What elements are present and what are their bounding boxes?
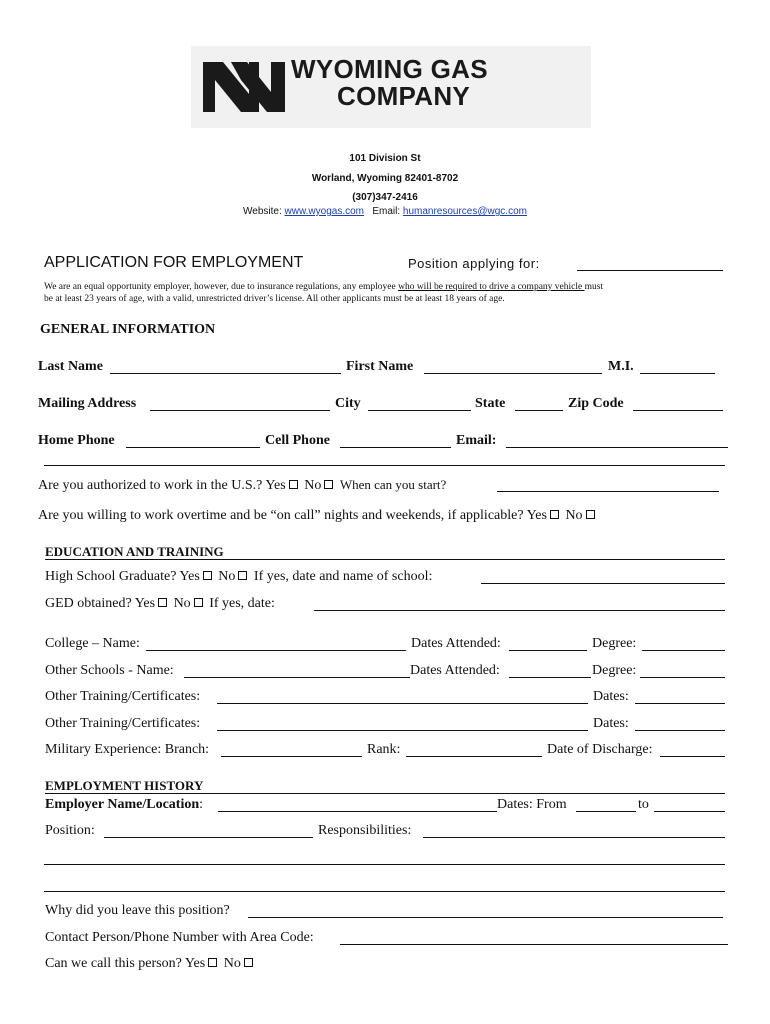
form-title: APPLICATION FOR EMPLOYMENT (44, 254, 304, 271)
email-link[interactable]: humanresources@wgc.com (402, 206, 527, 217)
email-field[interactable] (506, 447, 728, 448)
logo-wordmark (291, 56, 488, 110)
other-training-dates-field-1[interactable] (635, 703, 725, 704)
last-name-field[interactable] (110, 373, 341, 374)
cell-phone-label: Cell Phone (265, 433, 330, 448)
other-training-field-2[interactable] (217, 730, 588, 731)
website-label: Website: (243, 206, 285, 217)
home-phone-field[interactable] (126, 447, 260, 448)
authorized-question: Are you authorized to work in the U.S.? (38, 478, 263, 493)
other-training-dates-field-2[interactable] (635, 730, 725, 731)
call-yes-label: Yes (184, 956, 206, 971)
cell-phone-field[interactable] (340, 447, 451, 448)
military-branch-field[interactable] (221, 756, 362, 757)
authorized-yes-label: Yes (265, 478, 286, 493)
hs-yes-label: Yes (179, 569, 200, 584)
website-link[interactable]: www.wyogas.com (284, 206, 364, 217)
address-city: Worland, Wyoming 82401-8702 (311, 173, 459, 184)
position-history-label: Position: (45, 823, 95, 838)
other-training-dates-label-2: Dates: (593, 716, 629, 731)
mailing-address-field[interactable] (150, 410, 330, 411)
responsibilities-line-2[interactable] (44, 864, 725, 865)
mi-field[interactable] (640, 373, 715, 374)
hs-row (45, 569, 432, 585)
ged-row (45, 596, 275, 612)
dates-to-field[interactable] (654, 811, 725, 812)
call-row (45, 956, 256, 972)
city-label: City (335, 396, 361, 411)
education-heading-rule (45, 559, 725, 560)
note-part-2: must (584, 282, 604, 292)
first-name-field[interactable] (424, 373, 602, 374)
discharge-label: Date of Discharge: (547, 742, 653, 757)
authorized-yes-checkbox[interactable] (289, 480, 298, 489)
hs-followup: If yes, date and name of school: (253, 569, 433, 584)
last-name-label: Last Name (38, 359, 103, 374)
education-heading: EDUCATION AND TRAINING (45, 544, 224, 559)
ged-date-field[interactable] (314, 610, 725, 611)
responsibilities-field[interactable] (423, 837, 725, 838)
ged-no-label: No (173, 596, 191, 611)
college-degree-label: Degree: (592, 636, 637, 651)
first-name-label: First Name (346, 359, 414, 374)
employment-heading-rule (45, 793, 725, 794)
state-field[interactable] (515, 410, 563, 411)
email-continuation-line[interactable] (44, 465, 725, 466)
dates-from-field[interactable] (576, 811, 636, 812)
rank-field[interactable] (406, 756, 542, 757)
college-dates-label: Dates Attended: (411, 636, 501, 651)
mailing-address-label: Mailing Address (38, 396, 137, 411)
overtime-question: Are you willing to work overtime and be “on call” nights and weekends, if applicable? (38, 508, 524, 523)
hs-school-field[interactable] (481, 583, 725, 584)
authorized-row (38, 477, 446, 494)
call-yes-checkbox[interactable] (208, 958, 217, 967)
discharge-field[interactable] (660, 756, 725, 757)
employer-field[interactable] (218, 811, 497, 812)
authorized-no-label: No (304, 478, 322, 493)
rank-label: Rank: (367, 742, 401, 757)
employer-label: Employer Name/Location (45, 797, 200, 812)
hs-no-label: No (218, 569, 236, 584)
call-no-checkbox[interactable] (244, 958, 253, 967)
contact-line (0, 206, 770, 217)
other-schools-dates-label: Dates Attended: (410, 663, 500, 678)
hs-yes-checkbox[interactable] (203, 571, 212, 580)
state-label: State (475, 396, 506, 411)
logo-line-2: COMPANY (337, 81, 471, 111)
other-schools-degree-field[interactable] (640, 677, 725, 678)
overtime-no-label: No (565, 508, 583, 523)
ged-question: GED obtained? (45, 596, 132, 611)
overtime-yes-checkbox[interactable] (550, 510, 559, 519)
zip-field[interactable] (633, 410, 723, 411)
employment-heading: EMPLOYMENT HISTORY (45, 778, 204, 793)
wgc-logo-mark-icon (201, 54, 287, 120)
other-training-field-1[interactable] (217, 703, 588, 704)
mi-label: M.I. (608, 359, 634, 374)
leave-question: Why did you leave this position? (45, 903, 230, 918)
company-logo (191, 46, 591, 128)
employer-row (45, 797, 203, 813)
other-training-dates-label-1: Dates: (593, 689, 629, 704)
start-date-field[interactable] (497, 491, 719, 492)
contact-field[interactable] (340, 944, 728, 945)
company-phone: (307)347-2416 (352, 192, 418, 203)
note-part-1: We are an equal opportunity employer, however, due to insurance regulations, any employee (44, 282, 399, 292)
college-label: College – Name: (45, 636, 140, 651)
general-heading: GENERAL INFORMATION (40, 322, 216, 337)
note-line-2: be at least 23 years of age, with a valid, unrestricted driver’s license. All other applicants must be at least 18 years of age. (44, 294, 505, 304)
city-field[interactable] (368, 410, 471, 411)
position-history-field[interactable] (104, 837, 313, 838)
employer-colon: : (199, 797, 204, 812)
note-underlined: who will be required to drive a company vehicle (398, 282, 585, 292)
college-dates-field[interactable] (509, 650, 587, 651)
position-field[interactable] (577, 270, 723, 271)
responsibilities-line-3[interactable] (44, 891, 725, 892)
position-label: Position applying for: (408, 256, 540, 271)
overtime-no-checkbox[interactable] (586, 510, 595, 519)
start-question: When can you start? (339, 477, 447, 492)
dates-to-label: to (638, 797, 649, 812)
authorized-no-checkbox[interactable] (324, 480, 333, 489)
hs-no-checkbox[interactable] (238, 571, 247, 580)
other-training-label-2: Other Training/Certificates: (45, 716, 201, 731)
other-schools-name-field[interactable] (184, 677, 410, 678)
dates-from-label: Dates: From (497, 797, 567, 812)
ged-no-checkbox[interactable] (194, 598, 203, 607)
call-no-label: No (223, 956, 241, 971)
other-schools-degree-label: Degree: (592, 663, 637, 678)
eeo-note (44, 281, 734, 305)
college-degree-field[interactable] (642, 650, 725, 651)
ged-yes-label: Yes (134, 596, 156, 611)
military-label: Military Experience: Branch: (45, 742, 210, 757)
call-question: Can we call this person? (45, 956, 182, 971)
other-schools-dates-field[interactable] (509, 677, 591, 678)
contact-label: Contact Person/Phone Number with Area Code: (45, 930, 314, 945)
leave-reason-field[interactable] (248, 917, 723, 918)
logo-line-1: WYOMING GAS (291, 54, 488, 84)
ged-followup: If yes, date: (209, 596, 275, 611)
email-label: Email: (372, 206, 403, 217)
other-schools-label: Other Schools - Name: (45, 663, 174, 678)
overtime-yes-label: Yes (526, 508, 547, 523)
zip-label: Zip Code (568, 396, 624, 411)
college-name-field[interactable] (146, 650, 406, 651)
address-street: 101 Division St (349, 153, 421, 164)
email-field-label: Email: (456, 433, 497, 448)
other-training-label-1: Other Training/Certificates: (45, 689, 201, 704)
responsibilities-label: Responsibilities: (318, 823, 412, 838)
home-phone-label: Home Phone (38, 433, 115, 448)
hs-question: High School Graduate? (45, 569, 177, 584)
ged-yes-checkbox[interactable] (158, 598, 167, 607)
overtime-row (38, 508, 598, 524)
